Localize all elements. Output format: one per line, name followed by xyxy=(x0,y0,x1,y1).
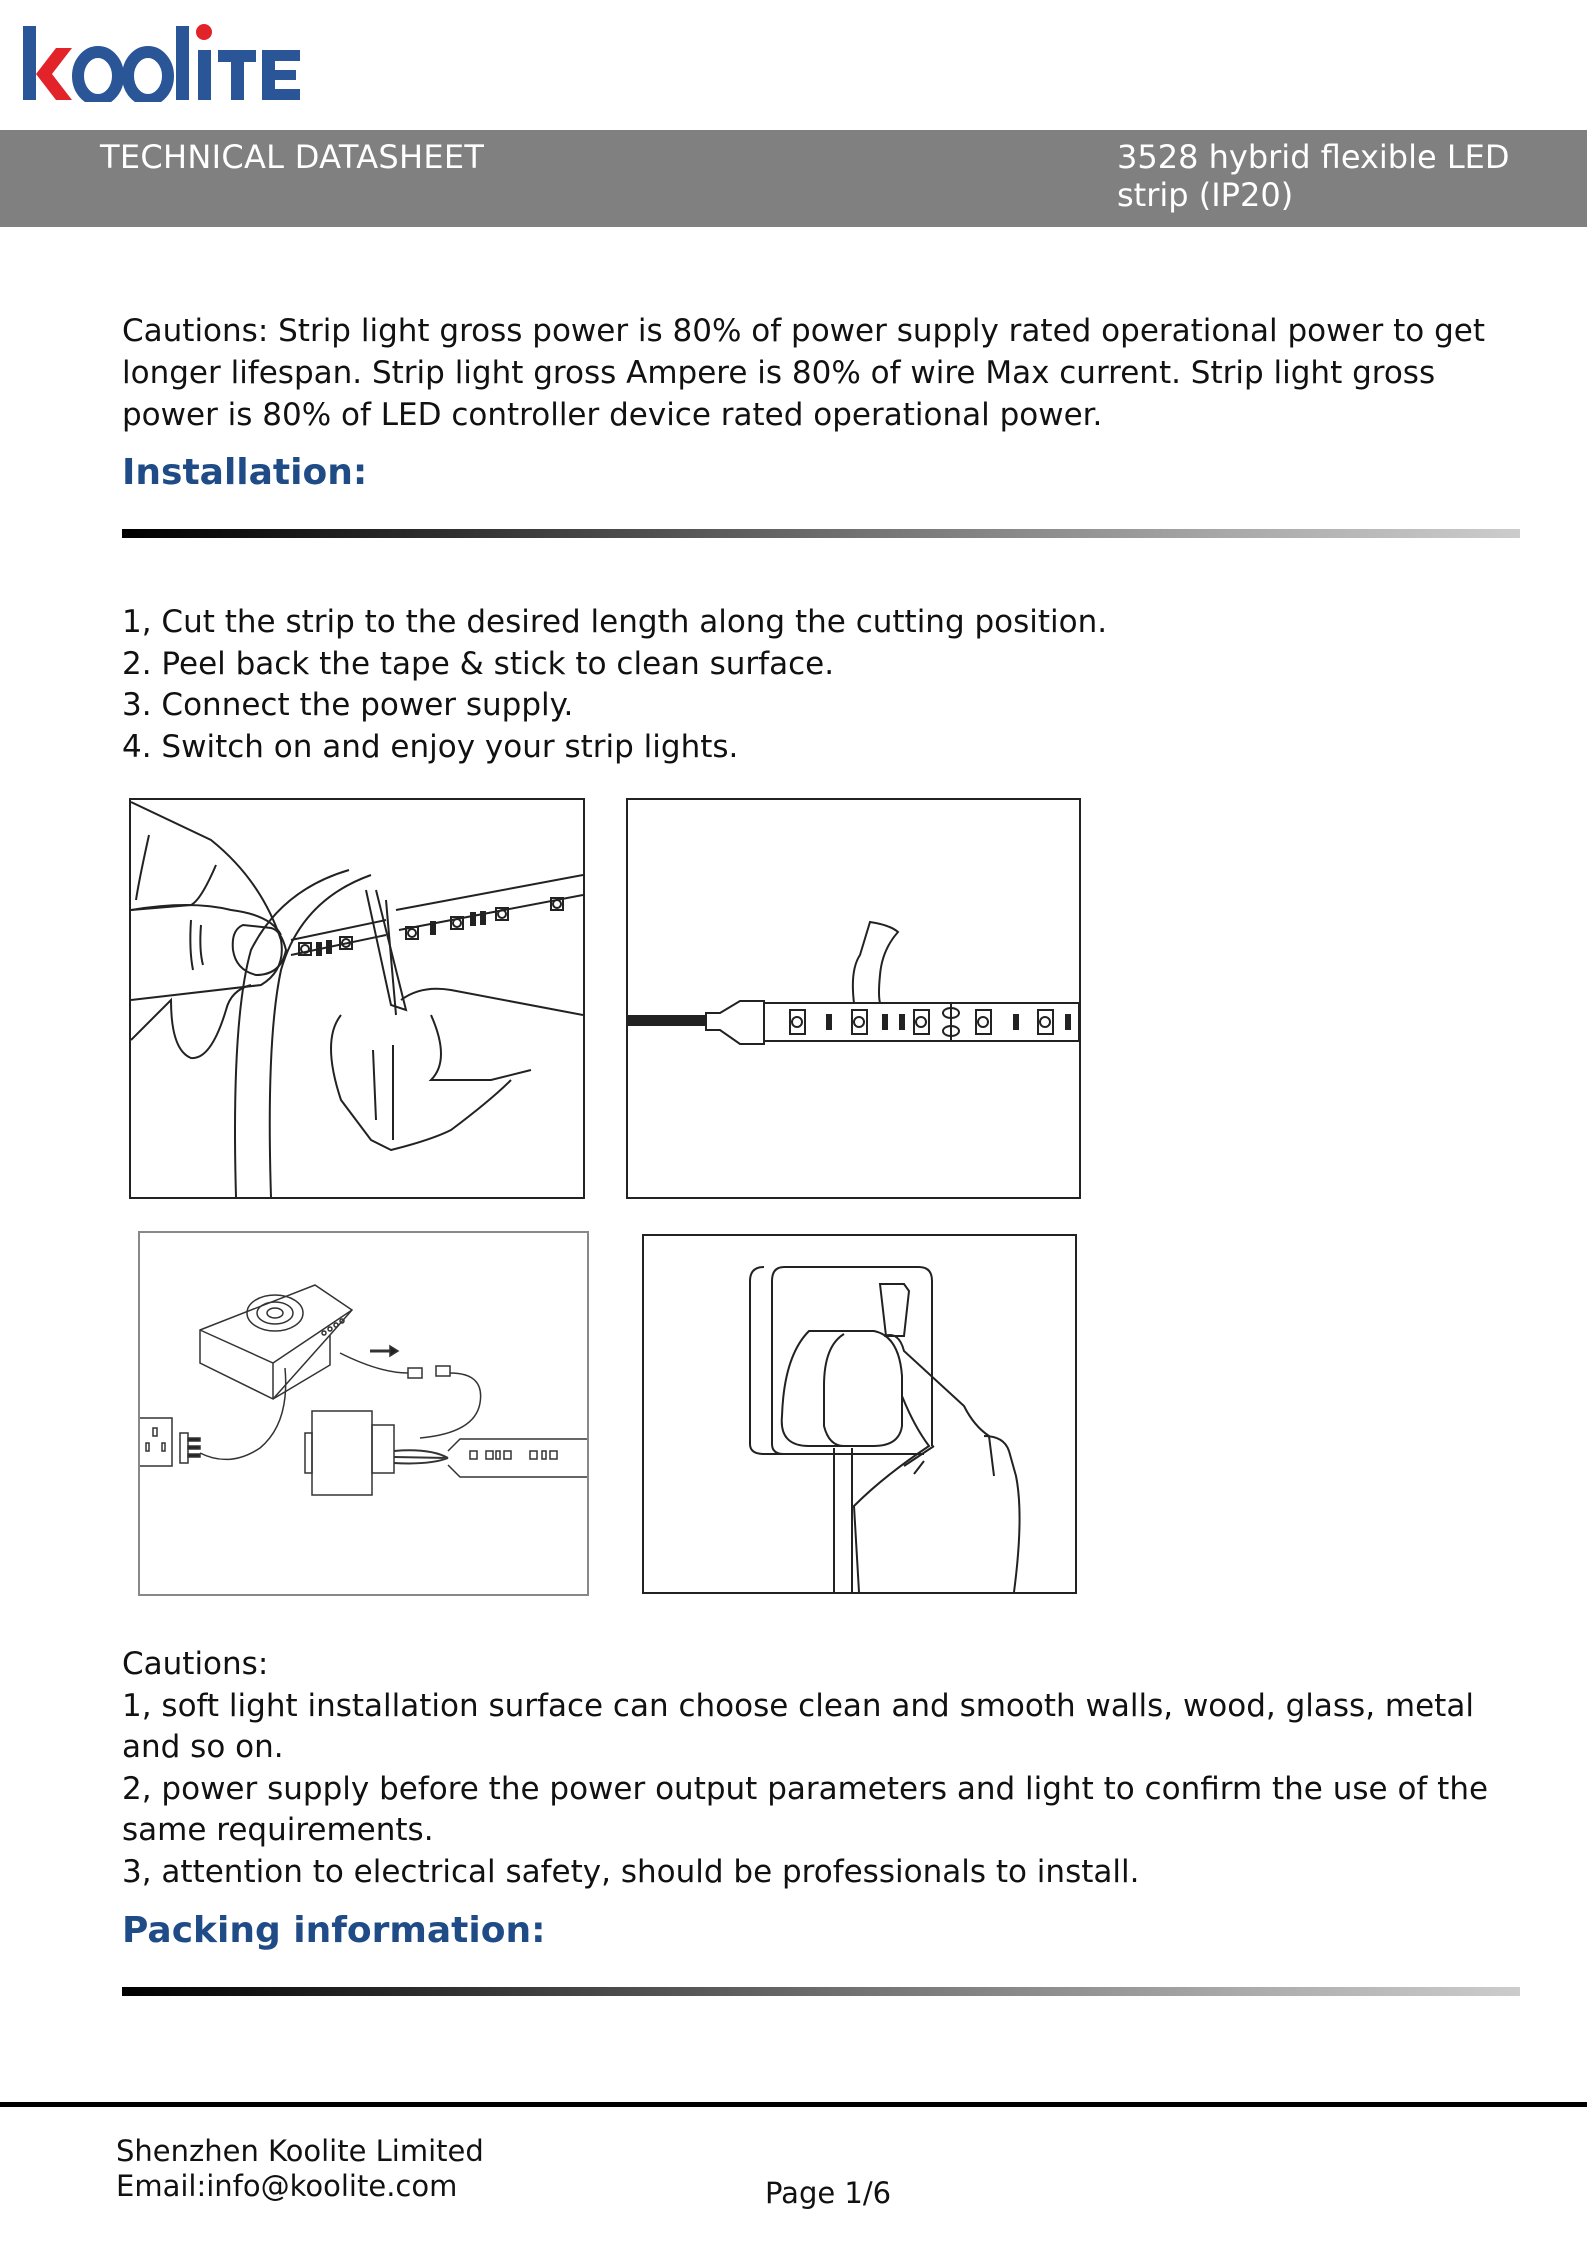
caution-item: 2, power supply before the power output parameters and light to confirm the use of the same requirements. xyxy=(122,1770,1489,1848)
caution-item: 1, soft light installation surface can choose clean and smooth walls, wood, glass, metal and so on. xyxy=(122,1687,1474,1765)
step-item: 3. Connect the power supply. xyxy=(122,687,574,723)
installation-steps xyxy=(122,602,1107,768)
footer-rule xyxy=(0,2102,1587,2107)
packing-heading: Packing information: xyxy=(122,1910,546,1951)
section-divider xyxy=(122,529,1520,538)
figure-cut-strip xyxy=(129,798,585,1199)
step-item: 1, Cut the strip to the desired length along the cutting position. xyxy=(122,604,1108,640)
step-item: 2. Peel back the tape & stick to clean surface. xyxy=(122,645,835,682)
figure-wiring-diagram xyxy=(138,1231,589,1596)
cautions-title: Cautions: xyxy=(122,1646,269,1682)
company-email: Email:info@koolite.com xyxy=(116,2169,458,2203)
power-caution-paragraph: Cautions: Strip light gross power is 80% of power supply rated operational power to get longer lifespan. Strip light gross Ampere is 80% of wire Max current. Strip light gross power is 80% of LED controller device rated operational power. xyxy=(122,313,1486,433)
koolite-logo xyxy=(22,20,312,102)
section-divider xyxy=(122,1987,1520,1996)
figure-plug-in xyxy=(642,1234,1077,1594)
page-number: Page 1/6 xyxy=(765,2176,892,2210)
company-name: Shenzhen Koolite Limited xyxy=(116,2134,484,2168)
document-type-title: TECHNICAL DATASHEET xyxy=(100,138,485,176)
product-title: 3528 hybrid flexible LED strip (IP20) xyxy=(1117,138,1510,214)
installation-heading: Installation: xyxy=(122,452,368,493)
figure-strip-connector xyxy=(626,798,1081,1199)
caution-item: 3, attention to electrical safety, should be professionals to install. xyxy=(122,1853,1140,1890)
step-item: 4. Switch on and enjoy your strip lights. xyxy=(122,728,739,765)
footer-contact xyxy=(116,2134,484,2204)
cautions-section xyxy=(122,1644,1542,1893)
